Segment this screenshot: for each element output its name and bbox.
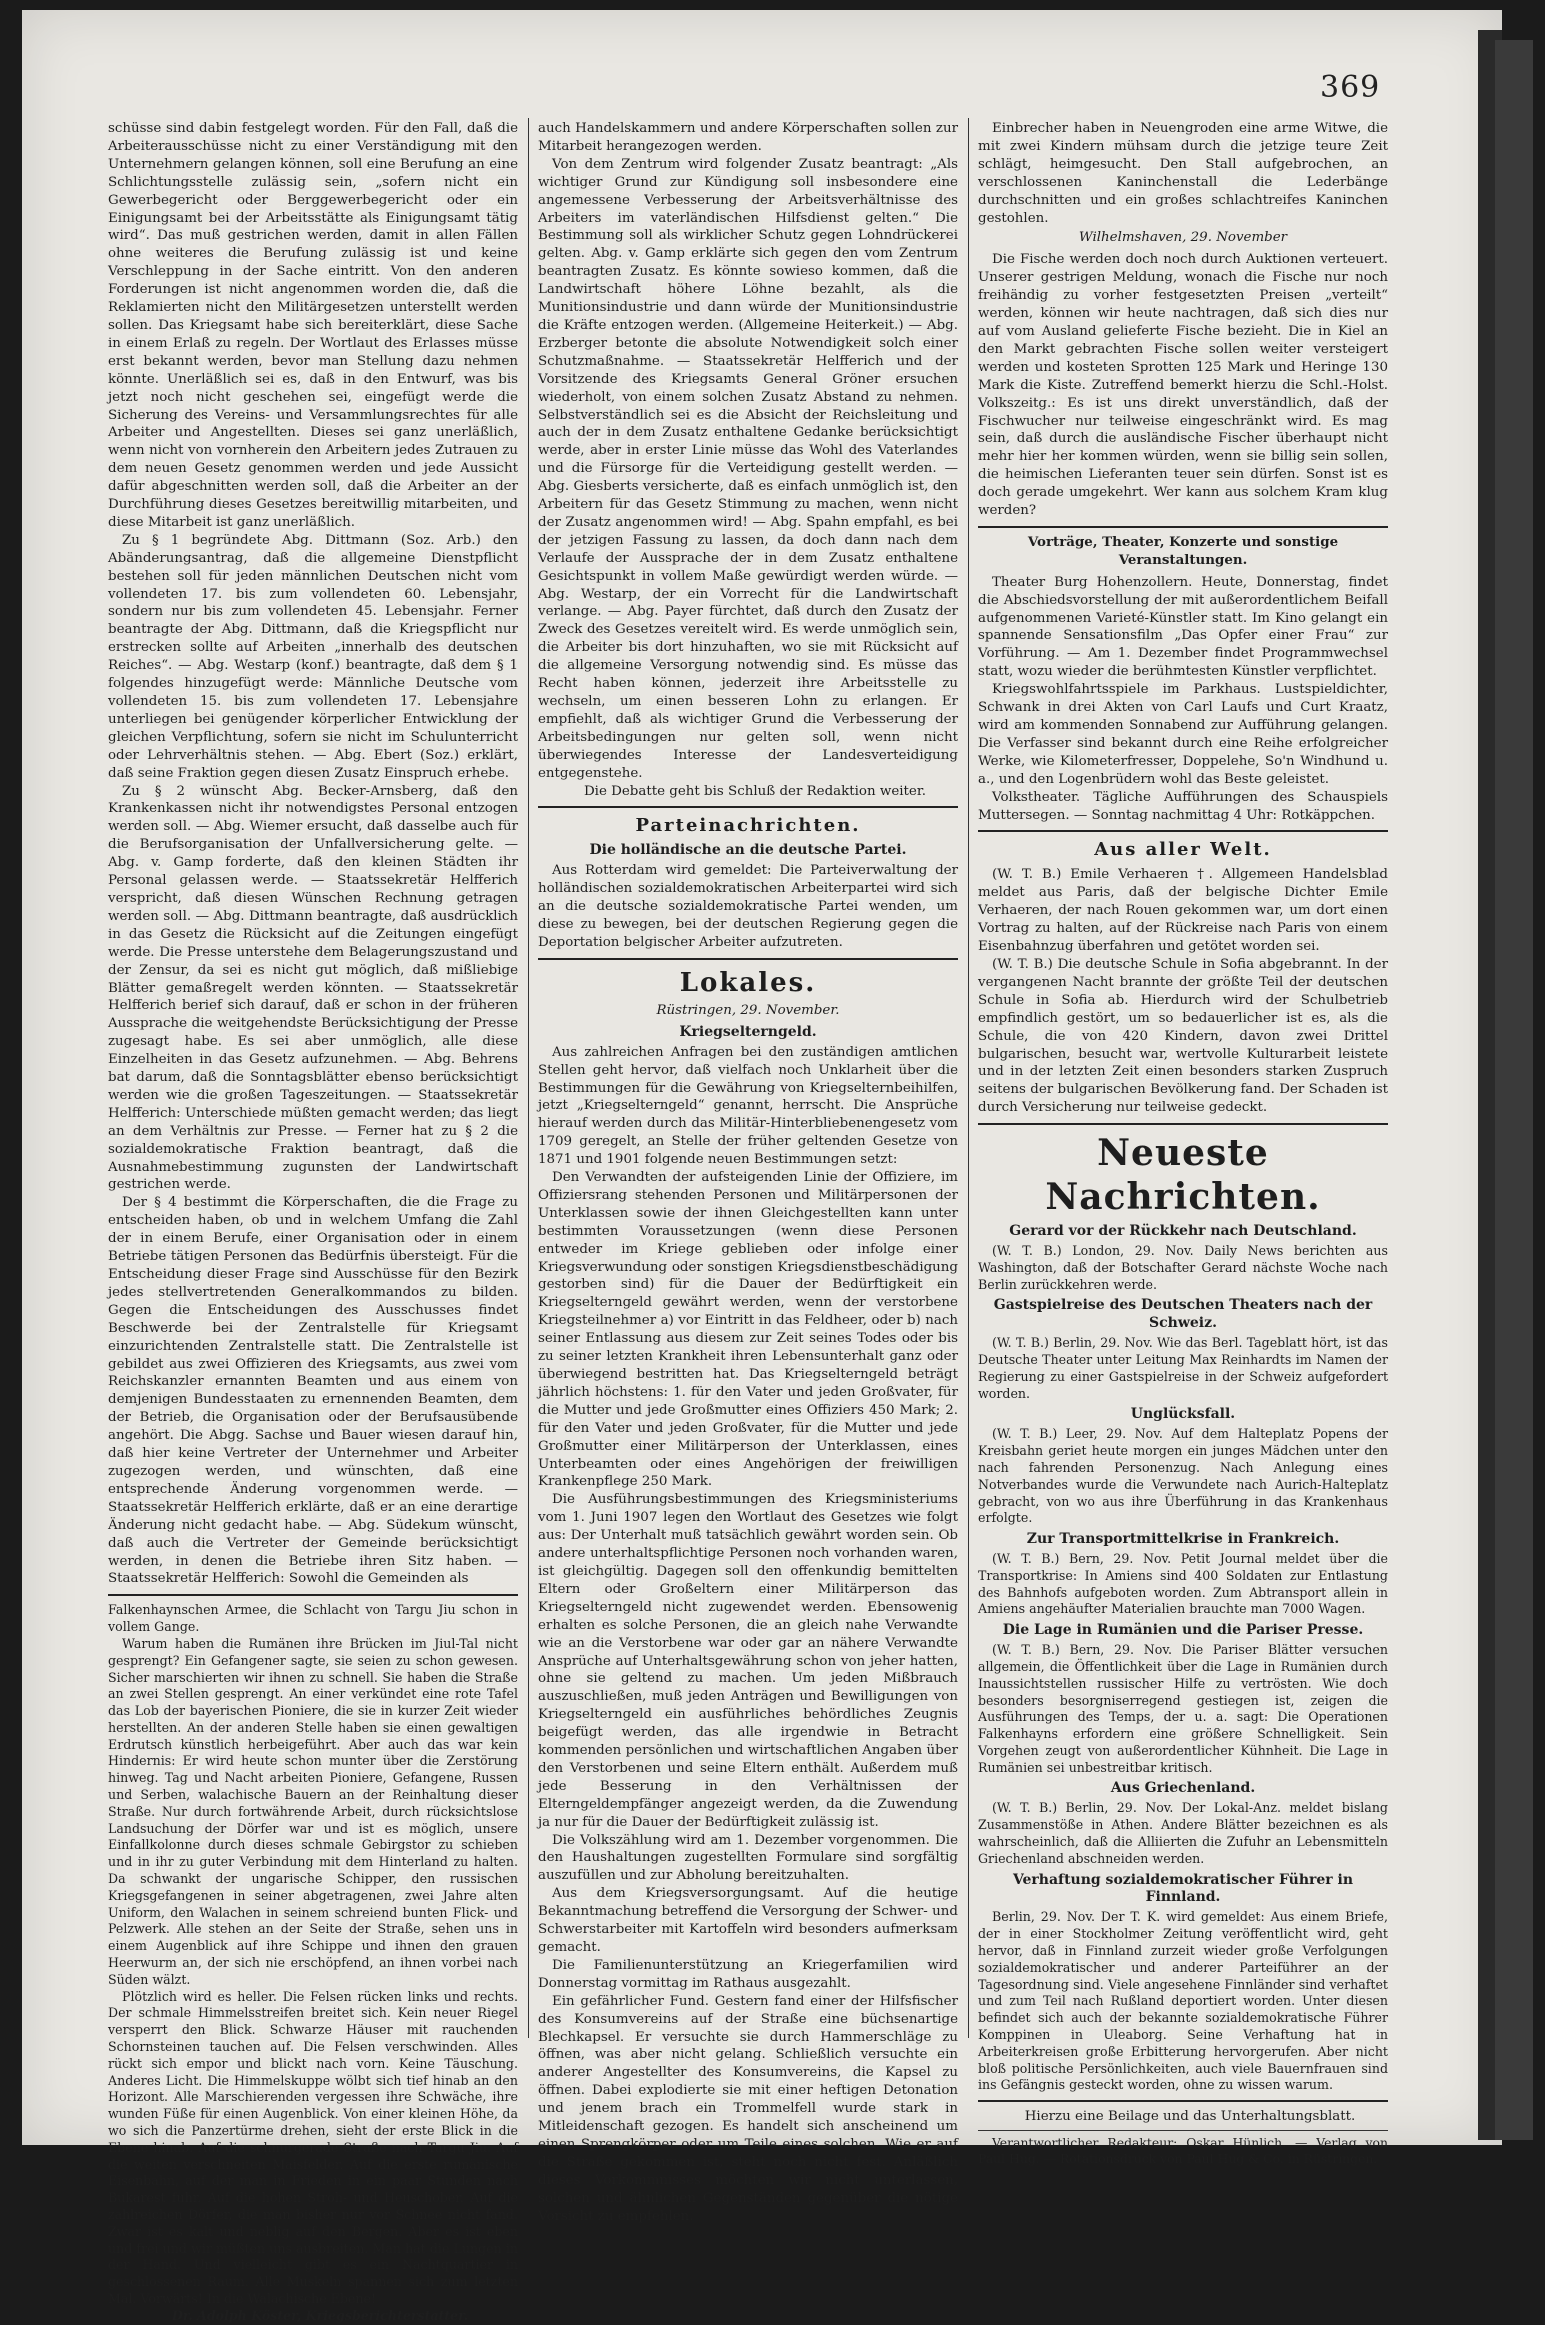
local-paragraph: Die Fische werden doch noch durch Auktionen verteuert. Unserer gestrigen Meldung, wonach die Fische nur noch freihändig zu vorher festgesetzten Preisen „verteilt“ werden, können wir heute nachtragen, daß sich dies nur auf vom Ausland gelieferte Fische bezieht. Die in Kiel an den Markt gebrachten Fische sollen weiter versteigert werden und kosteten Sprotten 125 Mark und Heringe 130 Mark die Kiste. Zutreffend bemerkt hierzu die Schl.-Holst. Volkszeitg.: Es ist uns direkt unverständlich, daß der Fischwucher nur teilweise eingeschränkt wird. Es mag sein, daß durch die ausländische Fischer überhaupt nicht mehr hier her kommen würden, wenn sie billig sein sollen, die heimischen Lieferanten teuer sein dürfen. Sonst ist es doch gerade umgekehrt. Wer kann aus solchem Kram klug werden? [978,252,1388,519]
author-signature: Dr. Adolph Köster, Kriegsberichterstatter. [171,2307,469,2323]
local-paragraph: Die Ausführungsbestimmungen des Kriegsministeriums vom 1. Juni 1907 legen den Wortlaut des Gesetzes wie folgt aus: Der Unterhalt muß tatsächlich gewährt worden sein. Ob andere unterhaltspflichtige Personen noch vorhanden waren, ist gleichgültig. Dagegen soll den offenkundig bemittelten Eltern oder Großeltern einer Militärperson das Kriegselterngeld nicht zugewendet werden. Ebensowenig erhalten es solche Personen, die an gleich nahe Verwandte wie an die Verstorbene war oder gar an nähere Verwandte Ansprüche auf Unterhaltsgewährung schon von jeher hatten, ohne sie geltend zu machen. Um jeden Mißbrauch auszuschließen, muß jeden Anträgen und Bewilligungen von Kriegselterngeld ein ausführliches behördliches Zeugnis beigefügt werden, das alle irgendwie in Betracht kommenden persönlichen und wirtschaftlichen Angaben über den Verstorbenen und seine Eltern enthält. Außerdem muß jede Besserung in den Verhältnissen der Elterngeldempfänger angezeigt werden, da die Zuwendung ja nur für die Dauer der Bedürftigkeit zulässig ist. [538,1492,958,1830]
news-item-text: (W. T. B.) Berlin, 29. Nov. Der Lokal-Anz. meldet bislang Zusammenstöße in Athen. Andere Blätter bezeichnen es als wahrscheinlich, daß die Alliierten die Zufuhr an Lebensmitteln Griechenland abschneiden werden. [978,1800,1388,1866]
feuilleton-lead: Falkenhaynschen Armee, die Schlacht von Targu Jiu schon in vollem Gange. [108,1602,518,1635]
party-news-paragraph: Aus Rotterdam wird gemeldet: Die Parteiverwaltung der holländischen sozialdemokratischen Arbeiterpartei wird sich an die deutsche sozialdemokratische Partei wenden, um diese zu bewegen, bei der deutschen Regierung gegen die Deportation belgischer Arbeiter aufzutreten. [538,863,958,950]
world-news-heading: Aus aller Welt. [1094,839,1272,861]
column-3 [978,120,1388,2167]
news-item-text: (W. T. B.) London, 29. Nov. Daily News berichten aus Washington, daß der Botschafter Gerard nächste Woche nach Berlin zurückkehren werde. [978,1243,1388,1292]
supplement-note: Hierzu eine Beilage und das Unterhaltungsblatt. [1024,2109,1356,2125]
article-paragraph: Von dem Zentrum wird folgender Zusatz beantragt: „Als wichtiger Grund zur Kündigung soll insbesondere eine angemessene Verbesserung der Arbeitsverhältnisse des Arbeiters im vaterländischen Hilfsdienst gelten.“ Die Bestimmung soll als wirklicher Schutz gegen Lohndrückerei gelten. Abg. v. Gamp erklärte sich gegen den vom Zentrum beantragten Zusatz. Es könnte sowieso kommen, daß die Landwirtschaft höhere Löhne bezahlt, als die Munitionsindustrie und dann würde der Munitionsindustrie die Kräfte entzogen werden. (Allgemeine Heiterkeit.) — Abg. Erzberger betonte die absolute Notwendigkeit solch einer Schutzmaßnahme. — Staatssekretär Helfferich und der Vorsitzende des Kriegsamts General Gröner ersuchen wiederholt, von einem solchen Zusatz Abstand zu nehmen. Selbstverständlich sei es die Absicht der Reichsleitung und auch der in dem Zusatz enthaltene Gedanke berücksichtigt werde, aber in erster Linie müsse das Wohl des Vaterlandes und die Fürsorge für die Verteidigung gestellt werden. — Abg. Giesberts versicherte, daß es einfach unmöglich ist, den Arbeitern für das Gesetz Stimmung zu machen, wenn nicht der Zusatz angenommen wird! — Abg. Spahn empfahl, es bei der jetzigen Fassung zu lassen, da doch dann nach dem Verlaufe der Aussprache der in dem Zusatz enthaltene Gesichtspunkt in vollem Maße gewürdigt werden würde. — Abg. Westarp, der ein Vorrecht für die Landwirtschaft verlange. — Abg. Payer fürchtet, daß durch den Zusatz der Zweck des Gesetzes vereitelt wird. Es werde unmöglich sein, die Arbeiter bis dort hinzuhaften, wo sie mit Rücksicht auf die allgemeine Versorgung notwendig sind. Es müsse das Recht haben können, jederzeit ihre Arbeitsstelle zu wechseln, um einen besseren Lohn zu erlangen. Er empfiehlt, daß als wichtiger Grund die Verbesserung der Arbeitsbedingungen nur gelten soll, wenn nicht überwiegendes Interesse der Landesverteidigung entgegenstehe. [538,156,958,781]
local-paragraph: Den Verwandten der aufsteigenden Linie der Offiziere, im Offiziersrang stehenden Personen und Militärpersonen der Unterklassen sowie der ihnen Gleichgestellten kann unter bestimmten Voraussetzungen (wenn diese Personen entweder im Kriege geblieben oder infolge einer Kriegsverwundung oder sonstigen Kriegsdienstbeschädigung gestorben sind) für die Dauer der Bedürftigkeit ein Kriegselterngeld gewährt werden, wenn der verstorbene Kriegsteilnehmer a) vor Eintritt in das Feldheer, oder b) nach seiner Entlassung aus diesem zur Zeit seines Todes oder bis zu seiner letzten Krankheit ihren Lebensunterhalt ganz oder überwiegend bestritten hat. Das Kriegselterngeld beträgt jährlich höchstens: 1. für den Vater und jeden Großvater, für die Mutter und jede Großmutter eines Offiziers 450 Mark; 2. für den Vater und jeden Großvater, für die Mutter und jede Großmutter einer Militärperson der Unterklassen, eines Unterbeamten oder eines Angehörigen der freiwilligen Krankenpflege 250 Mark. [538,1170,958,1490]
events-paragraph: Volkstheater. Tägliche Aufführungen des Schauspiels Muttersegen. — Sonntag nachmittag 4 Uhr: Rotkäppchen. [978,789,1388,823]
section-divider [538,958,958,960]
feuilleton-paragraph: Warum haben die Rumänen ihre Brücken im Jiul-Tal nicht gesprengt? Ein Gefangener sagte, sie seien zu schon gewesen. Sicher marschierten wir ihnen zu schnell. Sie haben die Straße an zwei Stellen gesprengt. An einer verkündet eine rote Tafel das Lob der bayerischen Pioniere, die sie in kurzer Zeit wieder herstellten. An der anderen Stelle haben sie einen gewaltigen Erdrutsch künstlich herbeigeführt. Aber auch das war kein Hindernis: Er wird heute schon munter über die Zerstörung hinweg. Tag und Nacht arbeiten Pioniere, Gefangene, Russen und Serben, walachische Bauern an der Reinhaltung dieser Straße. Nur durch fortwährende Arbeit, durch rücksichtslose Landsuchung der Dörfer war und ist es möglich, unsere Einfallkolonne durch dieses schmale Gebirgstor zu schieben und in ihr zu guter Verbindung mit dem Hinterland zu halten. Da schwankt der ungarische Schipper, den russischen Kriegsgefangenen in seiner abgetragenen, zwei Jahre alten Uniform, den Walachen in seinem schreiend bunten Flick- und Pelzwerk. Alle stehen an der Seite der Straße, sehen uns in einem Augenblick auf ihre Schippe und ihnen den grauen Heerwurm an, der sich nie erschöpfend, an ihnen vorbei nach Süden wälzt. [108,1635,518,1987]
section-divider [978,2100,1388,2102]
feuilleton-divider [108,1594,518,1596]
column-1 [108,120,518,2323]
article-paragraph: Zu § 2 wünscht Abg. Becker-Arnsberg, daß den Krankenkassen nicht ihr notwendigstes Personal entzogen werden soll. — Abg. Wiemer ersucht, daß dasselbe auch für die Berufsorganisation der Unfallversicherung gelte. — Abg. v. Gamp forderte, daß den kleinen Städten ihr Personal gelassen werde. — Staatssekretär Helfferich verspricht, daß diesen Wünschen Rechnung getragen werden soll. — Abg. Dittmann beantragte, daß ausdrücklich in das Gesetz die Rücksicht auf die Zeitungen eingefügt werde. Die Presse unterstehe dem Belagerungszustand und der Zensur, da sei es nicht gut möglich, daß mißliebige Blätter gemaßregelt werden könnten. — Staatssekretär Helfferich berief sich darauf, daß er schon in der früheren Aussprache die weitgehendste Berücksichtigung der Presse zugesagt habe. Es sei aber unmöglich, alle diese Einzelheiten in das Gesetz aufzunehmen. — Abg. Behrens bat darum, daß die Sonntagsblätter ebenso berücksichtigt werden wie die großen Tageszeitungen. — Staatssekretär Helfferich: Unterschiede müßten gemacht werden; das liegt an dem Verhältnis zur Presse. — Ferner hat zu § 2 die sozialdemokratische Fraktion beantragt, daß die Ausnahmebestimmung zugunsten der Landwirtschaft gestrichen werde. [108,783,518,1193]
section-divider [538,806,958,808]
news-item-text: (W. T. B.) Bern, 29. Nov. Petit Journal meldet über die Transportkrise: In Amiens sind 400 Soldaten zur Entlastung des Bahnhofs aufgeboten worden. Zum Abtransport allein in Amiens angehäufter Materialien brauchte man 7000 Wagen. [978,1551,1388,1617]
imprint-text: Verantwortlicher Redakteur: Oskar Hünlich. — Verlag von Paul Hug. — Rotationsdruck von Paul Hug & Co. in Rüstringen. [978,2135,1388,2167]
article-paragraph: schüsse sind dabin festgelegt worden. Für den Fall, daß die Arbeiterausschüsse nicht zu einer Verständigung mit den Unternehmern gelangen können, soll eine Berufung an eine Schlichtungsstelle zulässig sein, „sofern nicht ein Gewerbegericht oder Berggewerbegericht oder ein Einigungsamt bei der Arbeitsstätte als Einigungsamt tätig wird“. Das muß gestrichen werden, damit in allen Fällen ohne weiteres die Berufung zulässig ist und keine Verschleppung in der Sache eintritt. Von den anderen Forderungen ist nicht angenommen worden die, daß die Reklamierten nicht den Militärgesetzen unterstellt werden sollen. Das Kriegsamt habe sich bereiterklärt, diese Sache in einem Erlaß zu regeln. Der Wortlaut des Erlasses müsse erst bekannt werden, bevor man Stellung dazu nehmen könnte. Unerläßlich sei es, daß in den Entwurf, was bis jetzt noch nicht geschehen sei, eingefügt werde die Sicherung des Vereins- und Versammlungsrechtes für alle Arbeiter und Angestellten. Dieses sei ganz unerläßlich, wenn nicht von vornherein den Arbeitern jedes Zutrauen zu dem neuen Gesetz genommen werden und jede Aussicht dafür abgeschnitten werden soll, daß die Arbeiter an der Durchführung dieses Gesetzes bereitwillig mitarbeiten, und diese Mitarbeit ist ganz unerläßlich. [108,121,518,530]
article-paragraph: auch Handelskammern und andere Körperschaften sollen zur Mitarbeit herangezogen werden. [538,121,958,154]
news-item-heading: Unglücksfall. [1130,1406,1236,1423]
imprint-divider [978,2130,1388,2131]
local-paragraph: Die Volkszählung wird am 1. Dezember vorgenommen. Die den Haushaltungen zugestellten Formulare sind sorgfältig auszufüllen und zur Abholung bereitzuhalten. [538,1832,958,1884]
column-rule-1 [528,118,529,2038]
local-dateline: Rüstringen, 29. November. [656,1002,840,1018]
local-paragraph: Aus zahlreichen Anfragen bei den zuständigen amtlichen Stellen geht hervor, daß vielfach noch Unklarheit über die Bestimmungen für die Gewährung von Kriegselternbeihilfen, jetzt „Kriegselterngeld“ genannt, herrscht. Die Ansprüche hierauf werden durch das Militär-Hinterbliebenengesetz vom 1709 geregelt, an Stelle der früher geltenden Gesetze von 1871 und 1901 folgende neuen Bestimmungen setzt: [538,1044,958,1168]
news-item-heading: Gastspielreise des Deutschen Theaters nach der Schweiz. [993,1297,1373,1332]
debate-closing-note: Die Debatte geht bis Schluß der Redaktion weiter. [583,783,927,799]
column-rule-2 [968,118,969,2038]
events-heading: Vorträge, Theater, Konzerte und sonstige Veranstaltungen. [1027,533,1339,568]
news-item-heading: Die Lage in Rumänien und die Pariser Presse. [1002,1622,1364,1639]
book-spine [1495,40,1533,2140]
local-news-heading: Lokales. [679,967,817,998]
latest-news-heading: Neueste Nachrichten. [1045,1132,1321,1219]
events-paragraph: Theater Burg Hohenzollern. Heute, Donnerstag, findet die Abschiedsvorstellung der mit außerordentlichem Beifall aufgenommenen Varieté-Künstler statt. Im Kino gelangt ein spannende Sensationsfilm „Das Opfer einer Frau“ zur Vorführung. — Am 1. Dezember findet Programmwechsel statt, wozu wieder die berühmtesten Künstler verpflichtet. [978,574,1388,680]
article-paragraph: Der § 4 bestimmt die Körperschaften, die die Frage zu entscheiden haben, ob und in welchem Umfang die Zahl der in einem Berufe, einer Organisation oder in einem Betriebe tätigen Personen das Bedürfnis übersteigt. Für die Entscheidung dieser Frage sind Ausschüsse für den Bezirk jedes stellvertretenden Generalkommandos zu bilden. Gegen die Entscheidungen des Ausschusses findet Beschwerde bei der Zentralstelle für Kriegsamt einzurichtenden Zentralstelle statt. Die Zentralstelle ist gebildet aus zwei Offizieren des Kriegsamts, aus zwei vom Reichskanzler ernannten Beamten und aus einem von demjenigen Bundesstaaten zu ernennenden Beamten, dem der Betrieb, die Organisation oder der Berufsausübende angehört. Die Abgg. Sachse und Bauer wiesen darauf hin, daß hier keine Vertreter der Unternehmer und Arbeiter zugezogen werden, und wünschten, daß eine entsprechende Änderung vorgenommen werde. — Staatssekretär Helfferich erklärte, daß er an eine derartige Änderung nicht gedacht habe. — Abg. Südekum wünscht, daß auch die Vertreter der Gemeinde berücksichtigt werden, in denen die Betriebe ihren Sitz haben. — Staatssekretär Helfferich: Sowohl die Gemeinden als [108,1195,518,1587]
world-news-paragraph: (W. T. B.) Die deutsche Schule in Sofia abgebrannt. In der vergangenen Nacht brannte der größte Teil der deutschen Schule in Sofia ab. Hierdurch wird der Schulbetrieb empfindlich gestört, um so bedauerlicher ist es, als die Schule, die von 420 Kindern, davon zwei Drittel bulgarischen, besucht war, wertvolle Kulturarbeit leistete und in der letzten Zeit einen besonders starken Zuspruch seitens der bulgarischen Bevölkerung fand. Der Schaden ist durch Versicherung nur teilweise gedeckt. [978,956,1388,1116]
news-item-text: Berlin, 29. Nov. Der T. K. wird gemeldet: Aus einem Briefe, der in einer Stockholmer Zeitung veröffentlicht wird, geht hervor, daß in Finnland zurzeit wieder große Verfolgungen sozialdemokratischer und anderer Parteiführer an der Tagesordnung sind. Viele angesehene Finnländer sind verhaftet und zum Teil nach Rußland deportiert worden. Unter diesen befindet sich auch der bekannte sozialdemokratische Führer Komppinen in Uleaborg. Seine Verhaftung hat in Arbeiterkreisen große Erbitterung hervorgerufen. Aber nicht bloß politische Persönlichkeiten, auch viele Bauernfrauen sind ins Gefängnis gesteckt worden, ohne zu wissen warum. [978,1909,1388,2093]
feuilleton-paragraph: Plötzlich wird es heller. Die Felsen rücken links und rechts. Der schmale Himmelsstreifen breitet sich. Kein neuer Riegel versperrt den Blick. Schwarze Häuser mit rauchenden Schornsteinen tauchen auf. Die Felsen verschwinden. Alles rückt sich empor und blickt nach vorn. Keine Täuschung. Anderes Licht. Die Himmelskuppe wölbt sich tief hinab an den Horizont. Alle Marschierenden vergessen ihre Schwäche, ihre wunden Füße für einen Augenblick. Von einer kleinen Höhe, da wo sich die Panzertürme drehen, sieht der erste Blick in die Ebene hinab. Auf die schnurgerade Straße nach Targu Jiu. Auf die weiten verschneiten Maisfelder. Auf die erste rumänische Eisenbahn, auf der man in Frieden in ein paar Stunden nach Bukarest fuhr. Auf die hohen Stroh- und Heuschober. Auf die zahlreichen Dörfer, die man bisher nur vor Schnee nicht fand. Zwar ist es kalt und neblig auf den Bergen. Aber es ist eben und frei und wir müßten uns ausbreiten. Man hat die Lungen in der Hand. Und vielleicht gibt es ein Nachtquartier in geschlossenen Raum. Alle Muskeln spannen sich zum letzten Mal. Vorwärts! In die Walachische Ebene! [108,1988,518,2306]
news-item-text: (W. T. B.) Leer, 29. Nov. Auf dem Halteplatz Popens der Kreisbahn geriet heute morgen ein junges Mädchen unter den nach fahrenden Personenzug. Nach Anlegung eines Notverbandes wurde die Verwundete nach Aurich-Halteplatz gebracht, von wo aus ihre Überführung in das Krankenhaus erfolgte. [978,1426,1388,1526]
events-paragraph: Kriegswohlfahrtsspiele im Parkhaus. Lustspieldichter, Schwank in drei Akten von Carl Laufs und Curt Kraatz, wird am kommenden Sonnabend zur Aufführung gelangen. Die Verfasser sind bekannt durch eine Reihe erfolgreicher Werke, wie Kilometerfresser, Doppelehe, So'n Windhund u. a., und den Logenbrüdern wohl das Beste geleistet. [978,682,1388,787]
news-item-text: (W. T. B.) Berlin, 29. Nov. Wie das Berl. Tageblatt hört, ist das Deutsche Theater unter Leitung Max Reinhardts im Namen der Regierung zu einer Gastspielreise in der Schweiz aufgefordert worden. [978,1335,1388,1401]
page-number: 369 [1320,70,1381,105]
local-subheading: Kriegselterngeld. [679,1023,817,1040]
local-paragraph: Die Familienunterstützung an Kriegerfamilien wird Donnerstag vormittag im Rathaus ausgezahlt. [538,1957,958,1991]
news-item-heading: Verhaftung sozialdemokratischer Führer in Finnland. [1012,1871,1354,1906]
news-item-heading: Gerard vor der Rückkehr nach Deutschland. [1009,1223,1357,1240]
news-item-heading: Aus Griechenland. [1110,1780,1256,1797]
local-paragraph: Ein gefährlicher Fund. Gestern fand einer der Hilfsfischer des Konsumvereins auf der Straße eine büchsenartige Blechkapsel. Er versuchte sie durch Hammerschläge zu öffnen, was aber nicht gelang. Schließlich versuchte ein anderer Angestellter des Konsumvereins, die Kapsel zu öffnen. Dabei explodierte sie mit einer heftigen Detonation und jenem brach ein Trommelfell wurde stark in Mitleidenschaft gezogen. Es handelt sich anscheinend um einen Sprengkörper oder um Teile eines solchen. Wie er auf die Straße gekommen ist, steht noch nicht fest. Anläßlich dieses Vorkommnisses möchten wir nicht unterlassen, solchen und ähnlichen Gegenständen gegenüber die nötige Vorsicht zu empfehlen. [538,1993,958,2224]
local-paragraph: Aus dem Kriegsversorgungsamt. Auf die heutige Bekanntmachung betreffend die Versorgung der Schwer- und Schwerstarbeiter mit Kartoffeln wird besonders aufmerksam gemacht. [538,1886,958,1955]
party-news-subheading: Die holländische an die deutsche Partei. [589,842,907,859]
article-paragraph: Zu § 1 begründete Abg. Dittmann (Soz. Arb.) den Abänderungsantrag, daß die allgemeine Dienstpflicht bestehen soll für jeden männlichen Deutschen nicht vom vollendeten 17. bis zum vollendeten 60. Lebensjahr, sondern nur bis zum vollendeten 45. Lebensjahr. Ferner beantragte der Abg. Dittmann, daß die Kriegspflicht nur erstrecken sollte auf Arbeiten „innerhalb des deutschen Reiches“. — Abg. Westarp (konf.) beantragte, daß dem § 1 folgendes hinzugefügt werde: Männliche Deutsche vom vollendeten 15. bis zum vollendeten 17. Lebensjahre unterliegen bei genügender körperlicher Entwicklung der gleichen Verpflichtung, sofern sie nicht im Schulunterricht oder Lehrverhältnis stehen. — Abg. Ebert (Soz.) erklärt, daß seine Fraktion gegen diesen Zusatz Einspruch erhebe. [108,532,518,781]
section-divider [978,526,1388,528]
local-paragraph: Einbrecher haben in Neuengroden eine arme Witwe, die mit zwei Kindern mühsam durch die jetzige teure Zeit schlägt, heimgesucht. Den Stall aufgebrochen, an verschlossenen Kaninchenstall die Lederbänge durchschnitten und ein großes schlachtreifes Kaninchen gestohlen. [978,121,1388,226]
section-divider [978,1123,1388,1125]
section-divider [978,830,1388,832]
wilhelmshaven-dateline: Wilhelmshaven, 29. November [1078,230,1288,246]
world-news-paragraph: (W. T. B.) Emile Verhaeren †. Allgemeen Handelsblad meldet aus Paris, daß der belgische Dichter Emile Verhaeren, der nach Rouen gekommen war, um dort einen Vortrag zu halten, auf der Rückreise nach Paris von einem Eisenbahnzug überfahren und getötet worden sei. [978,867,1388,955]
party-news-heading: Parteinachrichten. [635,815,861,837]
news-item-text: (W. T. B.) Bern, 29. Nov. Die Pariser Blätter versuchen allgemein, die Öffentlichkeit über die Lage in Rumänien durch Inaussichtstellen russischer Hilfe zu vertrösten. Wie doch besonders besorgniserregend gestiegen ist, zeigen die Ausführungen des Temps, der u. a. sagt: Die Operationen Falkenhayns erfordern eine größere Schnelligkeit. Sein Vorgehen zeugt von außerordentlicher Kühnheit. Die Lage in Rumänien sei unbestreitbar kritisch. [978,1642,1388,1775]
column-2 [538,120,958,2224]
news-item-heading: Zur Transportmittelkrise in Frankreich. [1026,1531,1340,1548]
